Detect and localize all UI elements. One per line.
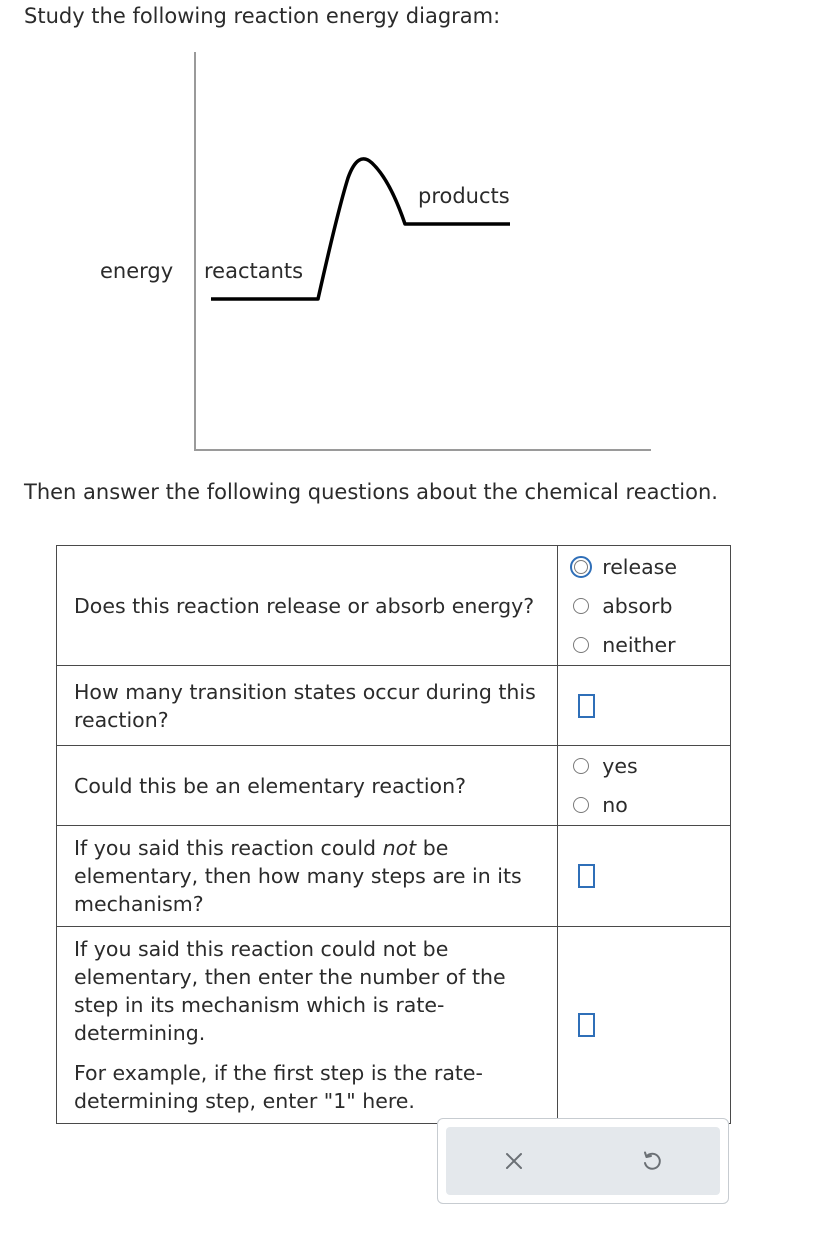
- radio-no[interactable]: [573, 797, 589, 813]
- undo-button[interactable]: [602, 1127, 702, 1195]
- option-label: release: [602, 554, 677, 579]
- example-text: For example, if the first step is the rate-determining step, enter "1" here.: [74, 1061, 483, 1113]
- question-text: If you said this reaction could not be elementary, then enter the number of the step in its mechanism which is rate-determining.: [74, 937, 506, 1045]
- action-bar: [437, 1118, 729, 1204]
- question-row-steps: [57, 826, 731, 927]
- question-row-rate-determining: [57, 927, 731, 1124]
- option-yes[interactable]: [573, 747, 730, 786]
- option-label: absorb: [602, 593, 673, 618]
- action-bar-inner: [446, 1127, 720, 1195]
- rate-determining-step-input[interactable]: [578, 1013, 595, 1037]
- option-label: yes: [602, 754, 638, 778]
- answer-cell: [558, 826, 731, 927]
- radio-absorb[interactable]: [573, 598, 589, 614]
- energy-diagram: [0, 0, 832, 470]
- close-icon: [504, 1151, 524, 1171]
- question-cell: [57, 826, 558, 927]
- answer-cell: [558, 746, 731, 826]
- option-absorb[interactable]: [573, 586, 730, 625]
- question-row-transition-states: [57, 666, 731, 746]
- products-label: products: [418, 184, 510, 208]
- transition-states-input[interactable]: [578, 694, 595, 718]
- answer-cell: [558, 546, 731, 666]
- radio-release[interactable]: [570, 556, 592, 578]
- instructions-text: Then answer the following questions about the chemical reaction.: [24, 480, 718, 504]
- question-cell: [57, 746, 558, 826]
- answer-cell: [558, 927, 731, 1124]
- question-text: Does this reaction release or absorb energy?: [74, 593, 535, 618]
- clear-button[interactable]: [464, 1127, 564, 1195]
- intro-text: Study the following reaction energy diagram:: [24, 4, 501, 28]
- option-label: neither: [602, 632, 676, 657]
- question-cell: [57, 927, 558, 1124]
- option-no[interactable]: [573, 786, 730, 825]
- question-table: [56, 545, 731, 1124]
- question-row-elementary: [57, 746, 731, 826]
- question-row-energy: [57, 546, 731, 666]
- y-axis-label: energy: [100, 259, 174, 283]
- undo-icon: [641, 1150, 663, 1172]
- option-release[interactable]: [573, 547, 730, 586]
- question-text: Could this be an elementary reaction?: [74, 773, 466, 798]
- question-cell: [57, 546, 558, 666]
- question-text: How many transition states occur during this reaction?: [74, 679, 536, 732]
- reactants-label: reactants: [204, 259, 304, 283]
- steps-input[interactable]: [578, 864, 595, 888]
- answer-cell: [558, 666, 731, 746]
- question-cell: [57, 666, 558, 746]
- option-neither[interactable]: [573, 625, 730, 664]
- radio-neither[interactable]: [573, 637, 589, 653]
- option-label: no: [602, 793, 628, 817]
- question-text: If you said this reaction could not be elementary, then how many steps are in its mechanism?: [74, 836, 522, 916]
- radio-yes[interactable]: [573, 758, 589, 774]
